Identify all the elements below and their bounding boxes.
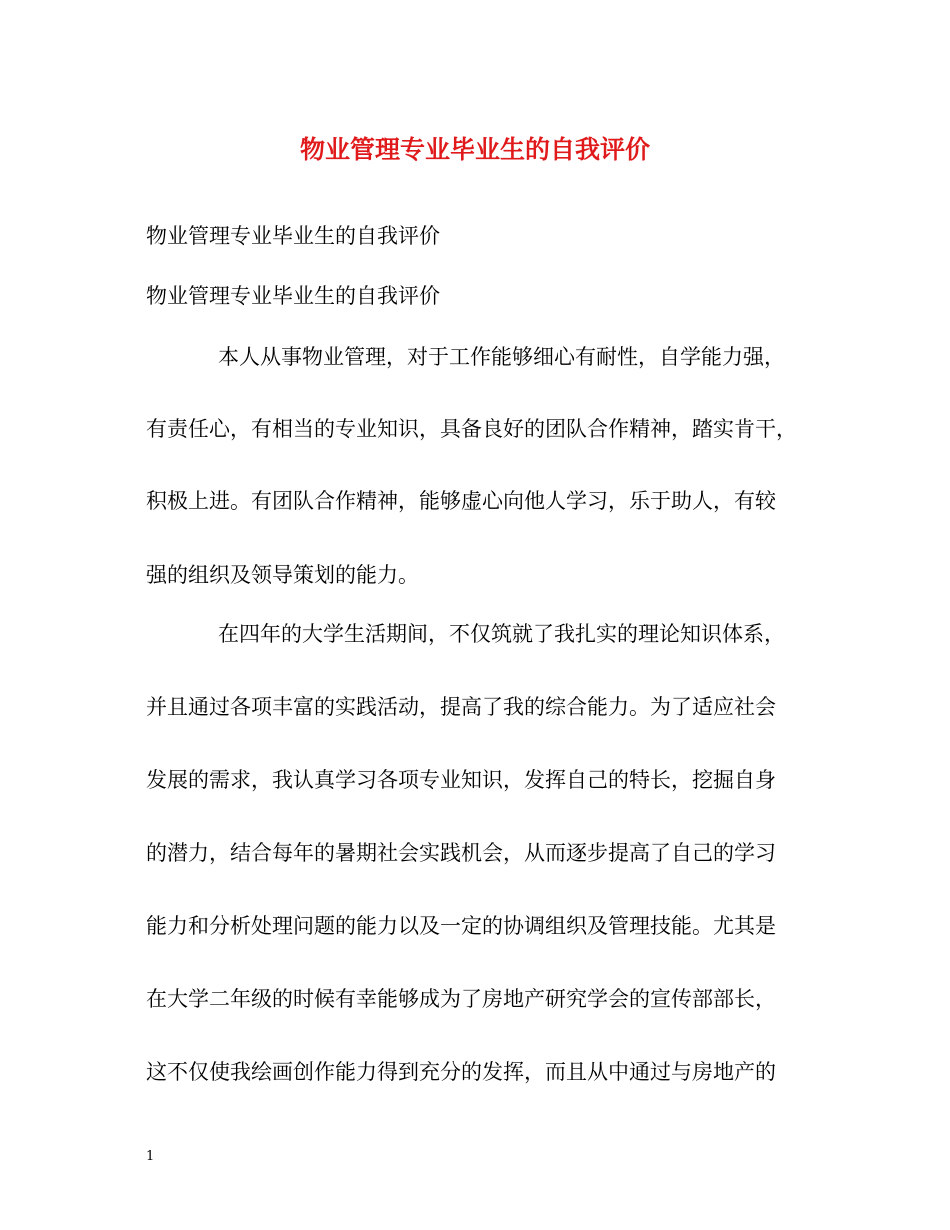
paragraph-line: 有责任心，有相当的专业知识，具备良好的团队合作精神，踏实肯干，	[146, 417, 797, 441]
paragraph-line: 并且通过各项丰富的实践活动，提高了我的综合能力。为了适应社会	[146, 695, 776, 719]
paragraph-line: 这不仅使我绘画创作能力得到充分的发挥，而且从中通过与房地产的	[146, 1060, 776, 1084]
paragraph-line: 的潜力，结合每年的暑期社会实践机会，从而逐步提高了自己的学习	[146, 841, 776, 865]
subtitle-line: 物业管理专业毕业生的自我评价	[146, 224, 440, 248]
paragraph-line: 本人从事物业管理，对于工作能够细心有耐性，自学能力强，	[218, 345, 785, 369]
paragraph-line: 在大学二年级的时候有幸能够成为了房地产研究学会的宣传部部长，	[146, 987, 776, 1011]
paragraph-line: 积极上进。有团队合作精神，能够虚心向他人学习，乐于助人，有较	[146, 489, 776, 513]
page-number: 1	[146, 1149, 155, 1164]
page-title: 物业管理专业毕业生的自我评价	[299, 135, 650, 164]
subtitle-line: 物业管理专业毕业生的自我评价	[146, 284, 440, 308]
paragraph-line: 能力和分析处理问题的能力以及一定的协调组织及管理技能。尤其是	[146, 914, 776, 938]
paragraph-line: 强的组织及领导策划的能力。	[146, 563, 419, 587]
paragraph-line: 在四年的大学生活期间，不仅筑就了我扎实的理论知识体系，	[218, 622, 785, 646]
paragraph-line: 发展的需求，我认真学习各项专业知识，发挥自己的特长，挖掘自身	[146, 768, 776, 792]
